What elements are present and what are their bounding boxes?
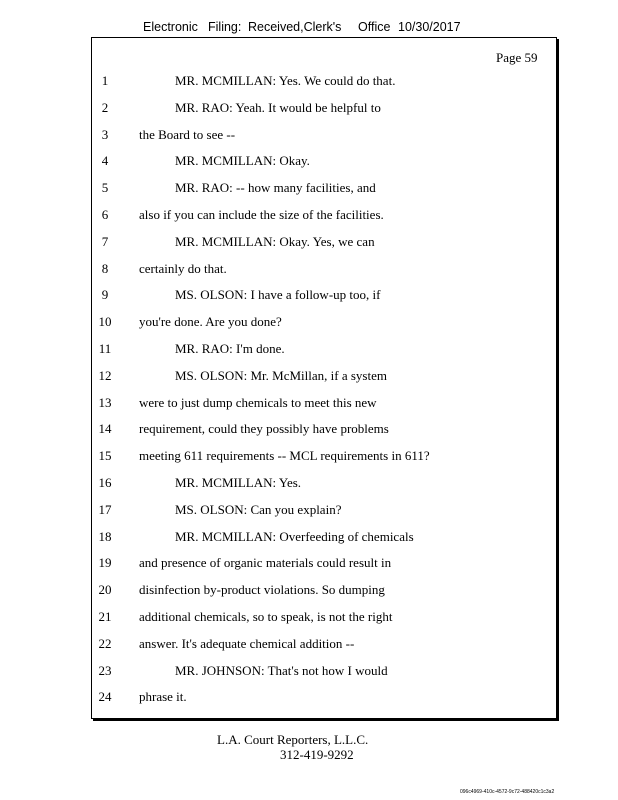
- line-number: 20: [98, 582, 112, 598]
- line-text: phrase it.: [139, 689, 187, 705]
- line-number: 8: [101, 260, 109, 276]
- page-number: Page 59: [496, 50, 538, 65]
- line-text: meeting 611 requirements -- MCL requirements in 611?: [139, 448, 430, 464]
- transcript-line: [0, 259, 618, 279]
- line-text: the Board to see --: [139, 126, 236, 142]
- line-number: 19: [98, 555, 112, 571]
- transcript-line: [0, 232, 618, 252]
- line-text: certainly do that.: [139, 260, 227, 276]
- transcript-line: [0, 71, 618, 91]
- line-number: 23: [98, 662, 112, 678]
- line-text: additional chemicals, so to speak, is not the right: [139, 609, 393, 624]
- transcript-line: [0, 634, 618, 654]
- line-text: MR. MCMILLAN: Overfeeding of chemicals: [175, 528, 414, 544]
- line-text: MR. MCMILLAN: Yes. We could do that.: [175, 73, 396, 88]
- line-number: 24: [98, 689, 112, 705]
- line-number: 17: [98, 501, 112, 517]
- line-text: MR. JOHNSON: That's not how I would: [175, 662, 388, 678]
- filing-stamp-header: [0, 20, 618, 38]
- line-text: also if you can include the size of the facilities.: [139, 207, 384, 222]
- line-text: MS. OLSON: Mr. McMillan, if a system: [175, 367, 387, 383]
- transcript-line: [0, 151, 618, 171]
- transcript-line: [0, 393, 618, 413]
- line-text: MR. MCMILLAN: Okay.: [175, 153, 310, 169]
- line-text: MS. OLSON: I have a follow-up too, if: [175, 287, 381, 303]
- line-text: were to just dump chemicals to meet this new: [139, 394, 377, 410]
- header-date: 10/30/2017: [398, 20, 461, 34]
- line-number: 16: [98, 475, 112, 490]
- transcript-line: [0, 339, 618, 359]
- line-text: and presence of organic materials could result in: [139, 555, 392, 571]
- line-text: MR. RAO: Yeah. It would be helpful to: [175, 99, 381, 115]
- transcript-line: [0, 661, 618, 681]
- transcript-line: [0, 500, 618, 520]
- transcript-line: [0, 553, 618, 573]
- transcript-line: [0, 419, 618, 439]
- line-number: 6: [101, 207, 109, 222]
- header-received: Received,Clerk's: [248, 20, 342, 34]
- transcript-line: [0, 125, 618, 145]
- line-number: 1: [101, 73, 109, 88]
- line-number: 21: [98, 609, 112, 624]
- line-text: you're done. Are you done?: [139, 314, 282, 330]
- line-text: MR. RAO: I'm done.: [175, 341, 285, 356]
- line-number: 12: [98, 367, 112, 383]
- line-text: MS. OLSON: Can you explain?: [175, 501, 342, 517]
- line-number: 5: [101, 180, 109, 196]
- line-number: 15: [98, 448, 112, 464]
- transcript-line: [0, 446, 618, 466]
- header-office: Office: [358, 20, 391, 34]
- transcript-line: [0, 366, 618, 386]
- transcript-line: [0, 178, 618, 198]
- line-number: 9: [101, 287, 109, 303]
- header-filing: Filing:: [208, 20, 242, 34]
- line-number: 11: [98, 341, 112, 356]
- line-text: MR. MCMILLAN: Yes.: [175, 475, 302, 490]
- line-number: 4: [101, 153, 109, 169]
- line-text: requirement, could they possibly have problems: [139, 421, 389, 437]
- transcript-line: [0, 580, 618, 600]
- line-text: MR. MCMILLAN: Okay. Yes, we can: [175, 233, 375, 249]
- transcript-line: [0, 473, 618, 493]
- line-number: 22: [98, 635, 112, 651]
- header-electronic: Electronic: [143, 20, 198, 34]
- transcript-line: [0, 687, 618, 707]
- line-number: 7: [101, 233, 109, 249]
- transcript-line: [0, 527, 618, 547]
- line-number: 13: [98, 394, 112, 410]
- transcript-line: [0, 98, 618, 118]
- document-id: 096c4969-410c-4572-9c72-488420c1c3a2: [460, 789, 555, 795]
- line-number: 14: [98, 421, 112, 437]
- line-text: answer. It's adequate chemical addition --: [139, 635, 355, 651]
- line-number: 2: [101, 99, 109, 115]
- line-number: 10: [98, 314, 112, 330]
- line-text: MR. RAO: -- how many facilities, and: [175, 180, 376, 196]
- line-text: disinfection by-product violations. So dumping: [139, 582, 385, 598]
- line-number: 3: [101, 126, 109, 142]
- line-number: 18: [98, 528, 112, 544]
- transcript-line: [0, 312, 618, 332]
- footer-firm-name: L.A. Court Reporters, L.L.C.: [217, 732, 369, 747]
- footer-phone: 312-419-9292: [280, 747, 354, 762]
- transcript-line: [0, 205, 618, 225]
- transcript-line: [0, 285, 618, 305]
- transcript-line: [0, 607, 618, 627]
